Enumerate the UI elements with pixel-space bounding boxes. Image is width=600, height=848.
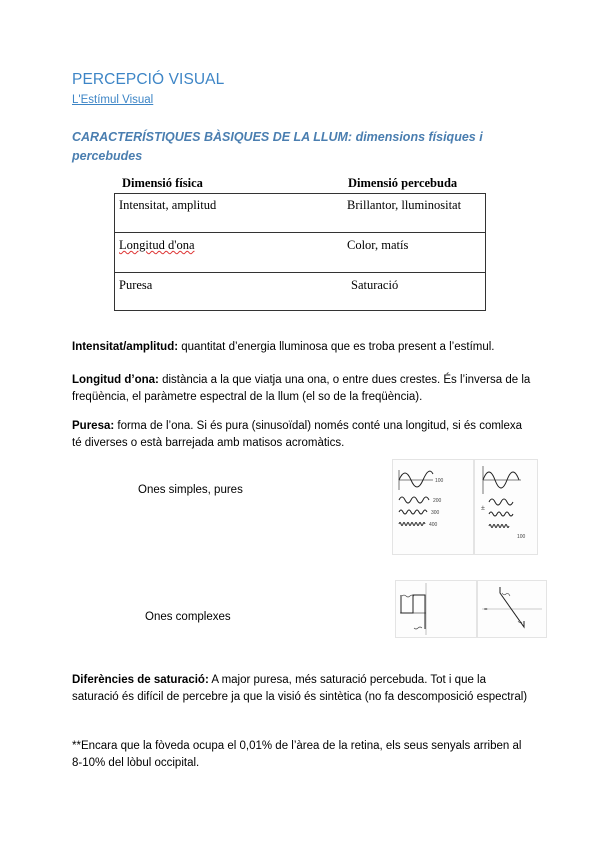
svg-text:200: 200 (433, 498, 442, 504)
svg-text:±: ± (481, 505, 485, 512)
table-cell: Color, matís (347, 238, 409, 252)
simple-waves-image-right (474, 459, 538, 555)
definition-intensitat: quantitat d’energia lluminosa que es troba present a l’estímul. (178, 341, 495, 353)
term-intensitat: Intensitat/amplitud: (72, 341, 179, 353)
paragraph-longitud (72, 372, 532, 406)
term-saturacio: Diferències de saturació: (72, 674, 209, 686)
square-wave-illustration (396, 581, 476, 637)
caption-simple-waves: Ones simples, pures (138, 484, 243, 496)
table-cell (119, 238, 195, 253)
section-heading: CARACTERÍSTIQUES BÀSIQUES DE LA LLUM: dimensions físiques i percebudes (72, 130, 483, 163)
page-title: PERCEPCIÓ VISUAL (72, 71, 225, 88)
table-cell: Intensitat, amplitud (119, 198, 217, 212)
page-subtitle-link[interactable]: L'Estímul Visual (72, 94, 154, 106)
table-cell: Brillantor, lluminositat (347, 198, 462, 212)
svg-text:400: 400 (429, 522, 438, 528)
sine-waves-sum-illustration (475, 460, 537, 554)
table-cell: Saturació (351, 278, 399, 292)
table-cell-text: Longitud d'ona (119, 238, 195, 252)
definition-longitud: distància a la que viatja una ona, o entre dues crestes. És l’inversa de la freqüència, el paràmetre espectral de la llum (el so de la freqüència). (72, 374, 531, 403)
svg-text:100: 100 (517, 534, 526, 540)
complex-waves-image-right (477, 580, 547, 638)
sawtooth-wave-illustration (478, 581, 546, 637)
term-puresa: Puresa: (72, 420, 115, 432)
table-body (114, 193, 486, 311)
definition-puresa: forma de l’ona. Si és pura (sinusoïdal) només conté una longitud, si és comlexa té diverses o està barrejada amb matisos acromàtics. (72, 420, 523, 449)
paragraph-saturacio (72, 672, 532, 706)
table-header-perceived: Dimensió percebuda (348, 176, 458, 190)
svg-text:=: = (484, 607, 488, 613)
sine-waves-illustration (393, 460, 473, 554)
paragraph-intensitat (72, 339, 532, 356)
complex-waves-image-left (395, 580, 477, 638)
caption-complex-waves: Ones complexes (145, 611, 231, 623)
table-cell: Puresa (119, 278, 153, 292)
paragraph-nota: **Encara que la fòveda ocupa el 0,01% de l’àrea de la retina, els seus senyals arriben al 8-10% del lòbul occipital. (72, 740, 522, 769)
term-longitud: Longitud d’ona: (72, 374, 159, 386)
svg-text:100: 100 (435, 478, 444, 484)
table-divider (115, 272, 485, 273)
definition-saturacio: A major puresa, més saturació percebuda. Tot i que la saturació és difícil de percebre ja que la visió és sintètica (no fa descomposició espectral) (72, 674, 528, 703)
table-header-physical: Dimensió física (122, 176, 203, 190)
svg-text:300: 300 (431, 510, 440, 516)
simple-waves-image-left (392, 459, 474, 555)
table-divider (115, 232, 485, 233)
paragraph-puresa (72, 418, 532, 452)
